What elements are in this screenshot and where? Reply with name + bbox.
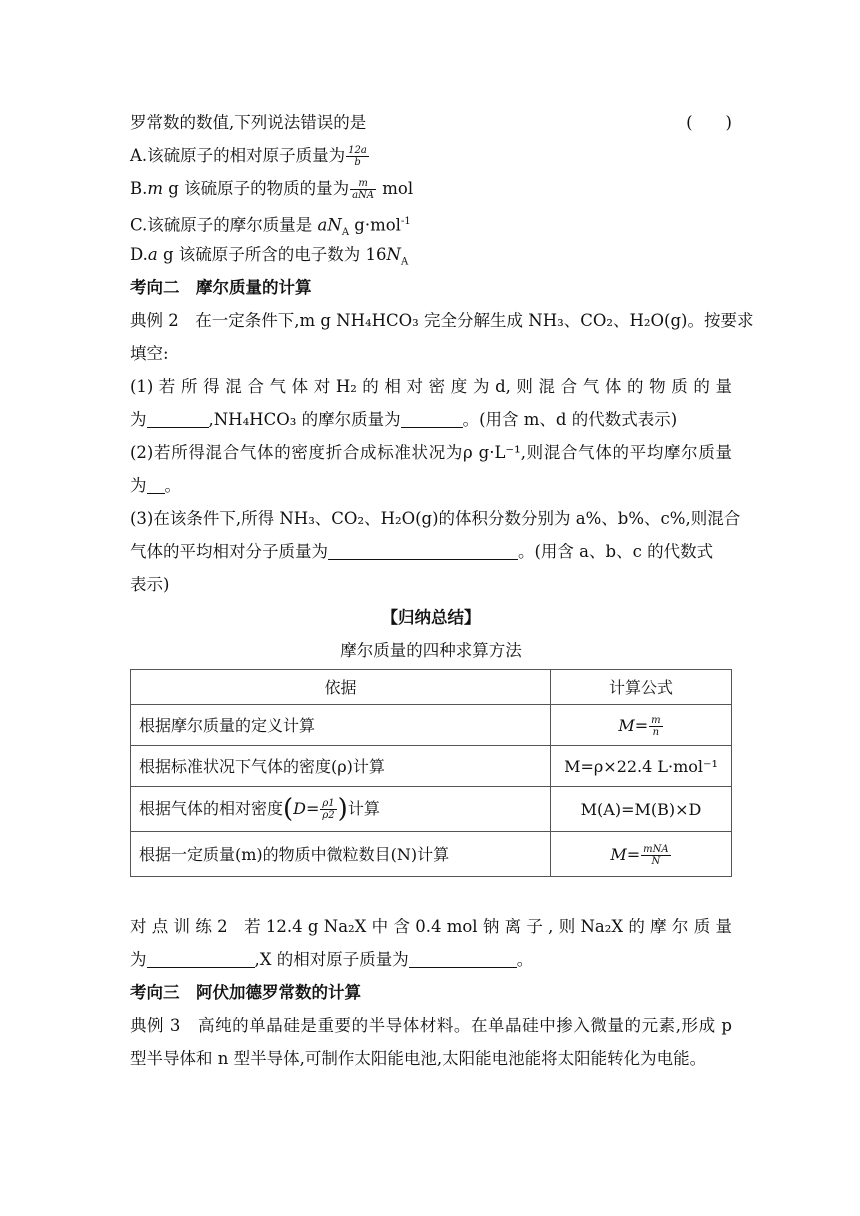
table-row [131, 705, 732, 746]
option-a-fraction [346, 145, 369, 168]
example-2-line-1: 典例 2 在一定条件下,m g NH₄HCO₃ 完全分解生成 NH₃、CO₂、H₂O(g)。按要求 [130, 311, 754, 330]
answer-blank[interactable] [409, 947, 517, 968]
q1-stem-tail [130, 106, 732, 139]
answer-blank[interactable] [147, 407, 209, 428]
part-3-text-b: 。(用含 a、b、c 的代数式 [518, 542, 714, 561]
part-2-line-2 [130, 469, 732, 502]
table-cell-basis: 根据一定质量(m)的物质中微粒数目(N)计算 [131, 832, 551, 877]
formula-fraction [649, 715, 662, 738]
drill-2-text-b: ,X 的相对原子质量为 [254, 950, 409, 969]
table-header-row [131, 670, 732, 705]
summary-title: 【归纳总结】 [381, 608, 481, 627]
option-d-var: a [147, 245, 158, 264]
answer-blank[interactable] [147, 473, 165, 494]
option-c-unit: g·mol [349, 215, 401, 235]
option-c-sup: -1 [400, 216, 411, 227]
basis-fraction [320, 798, 336, 821]
q1-option-b [130, 172, 732, 205]
drill-2-line-1: 对 点 训 练 2 若 12.4 g Na₂X 中 含 0.4 mol 钠 离 子 , 则 Na₂X 的 摩 尔 质 量 [130, 917, 732, 936]
drill-2-text-a: 为 [130, 950, 147, 969]
option-b-unit: mol [377, 179, 414, 198]
option-b-text: g 该硫原子的物质的量为 [163, 179, 350, 198]
basis-var: D= [293, 799, 320, 818]
drill-2-text-c: 。 [516, 950, 534, 969]
part-2-text-b: 。 [164, 476, 181, 495]
summary-table [130, 669, 732, 877]
fraction-denominator: N [651, 855, 661, 867]
table-cell-formula: M=ρ×22.4 L·mol⁻¹ [551, 746, 732, 787]
close-paren: ) [337, 794, 348, 824]
example-2-line-2: 填空: [130, 344, 169, 363]
option-d-text: g 该硫原子所含的电子数为 16 [157, 245, 387, 264]
section-3-heading: 考向三 阿伏加德罗常数的计算 [130, 983, 361, 1002]
summary-subtitle: 摩尔质量的四种求算方法 [340, 641, 522, 660]
option-c-text: C.该硫原子的摩尔质量是 [130, 215, 318, 235]
table-cell-formula: M(A)=M(B)×D [551, 787, 732, 832]
example-3-line-2: 型半导体和 n 型半导体,可制作太阳能电池,太阳能电池能将太阳能转化为电能。 [130, 1049, 707, 1068]
fraction-numerator: ρ1 [322, 798, 335, 809]
table-cell-basis: 根据标准状况下气体的密度(ρ)计算 [131, 746, 551, 787]
part-1-text-a: 为 [130, 410, 147, 429]
fraction-numerator: m [350, 178, 376, 190]
option-d-label: D. [130, 245, 148, 264]
table-cell-basis [131, 787, 551, 832]
part-3-line-1: (3)在该条件下,所得 NH₃、CO₂、H₂O(g)的体积分数分别为 a%、b%、c%,则混合 [130, 509, 741, 528]
table-cell-formula [551, 832, 732, 877]
fraction-denominator: b [354, 157, 361, 168]
part-1-line-2 [130, 403, 732, 436]
fraction-denominator: aNA [352, 190, 375, 201]
option-c-sub: A [341, 226, 350, 238]
q1-stem-text: 罗常数的数值,下列说法错误的是 [130, 113, 367, 132]
option-b-label: B. [130, 179, 148, 198]
option-c-var: aN [317, 215, 342, 235]
option-a-text: A.该硫原子的相对原子质量为 [130, 146, 346, 165]
table-header-basis: 依据 [131, 670, 551, 705]
answer-blank[interactable] [328, 539, 518, 560]
q1-option-d [130, 238, 732, 271]
answer-blank[interactable] [147, 947, 255, 968]
table-header-formula: 计算公式 [551, 670, 732, 705]
option-b-fraction [350, 178, 376, 201]
fraction-numerator: m [651, 714, 661, 726]
answer-blank[interactable] [401, 407, 463, 428]
part-3-line-3: 表示) [130, 575, 170, 594]
part-1-text-c: 。(用含 m、d 的代数式表示) [462, 410, 678, 429]
drill-2-line-2 [130, 943, 732, 976]
basis-text-tail: 计算 [347, 799, 380, 818]
formula-fraction [641, 844, 670, 867]
document-page [130, 106, 754, 1075]
fraction-denominator: n [652, 726, 660, 738]
answer-paren: ( ) [686, 113, 732, 132]
part-3-line-2 [130, 535, 732, 568]
part-1-line-1: (1) 若 所 得 混 合 气 体 对 H₂ 的 相 对 密 度 为 d, 则 混 合 气 体 的 物 质 的 量 [130, 377, 732, 396]
table-row [131, 832, 732, 877]
table-row [131, 787, 732, 832]
part-1-text-b: ,NH₄HCO₃ 的摩尔质量为 [208, 410, 401, 429]
option-d-sub: A [400, 256, 409, 268]
option-d-N: N [386, 245, 401, 264]
fraction-numerator: 12a [348, 145, 367, 156]
q1-option-c [130, 205, 732, 238]
example-3-line-1: 典例 3 高纯的单晶硅是重要的半导体材料。在单晶硅中掺入微量的元素,形成 p [130, 1016, 732, 1035]
part-2-line-1: (2)若所得混合气体的密度折合成标准状况为ρ g·L⁻¹,则混合气体的平均摩尔质量 [130, 443, 732, 462]
table-cell-formula [551, 705, 732, 746]
q1-option-a [130, 139, 732, 172]
section-2-heading: 考向二 摩尔质量的计算 [130, 278, 312, 297]
spacer [130, 877, 732, 910]
table-row [131, 746, 732, 787]
basis-text: 根据气体的相对密度 [139, 799, 284, 818]
fraction-denominator: ρ2 [322, 810, 335, 821]
part-3-text-a: 气体的平均相对分子质量为 [130, 542, 328, 561]
formula-lhs: M= [618, 715, 649, 735]
fraction-numerator: mNA [643, 843, 669, 855]
open-paren: ( [283, 794, 294, 824]
formula-lhs: M= [610, 844, 641, 864]
part-2-text-a: 为 [130, 476, 147, 495]
table-cell-basis: 根据摩尔质量的定义计算 [131, 705, 551, 746]
option-b-var: m [147, 179, 164, 198]
